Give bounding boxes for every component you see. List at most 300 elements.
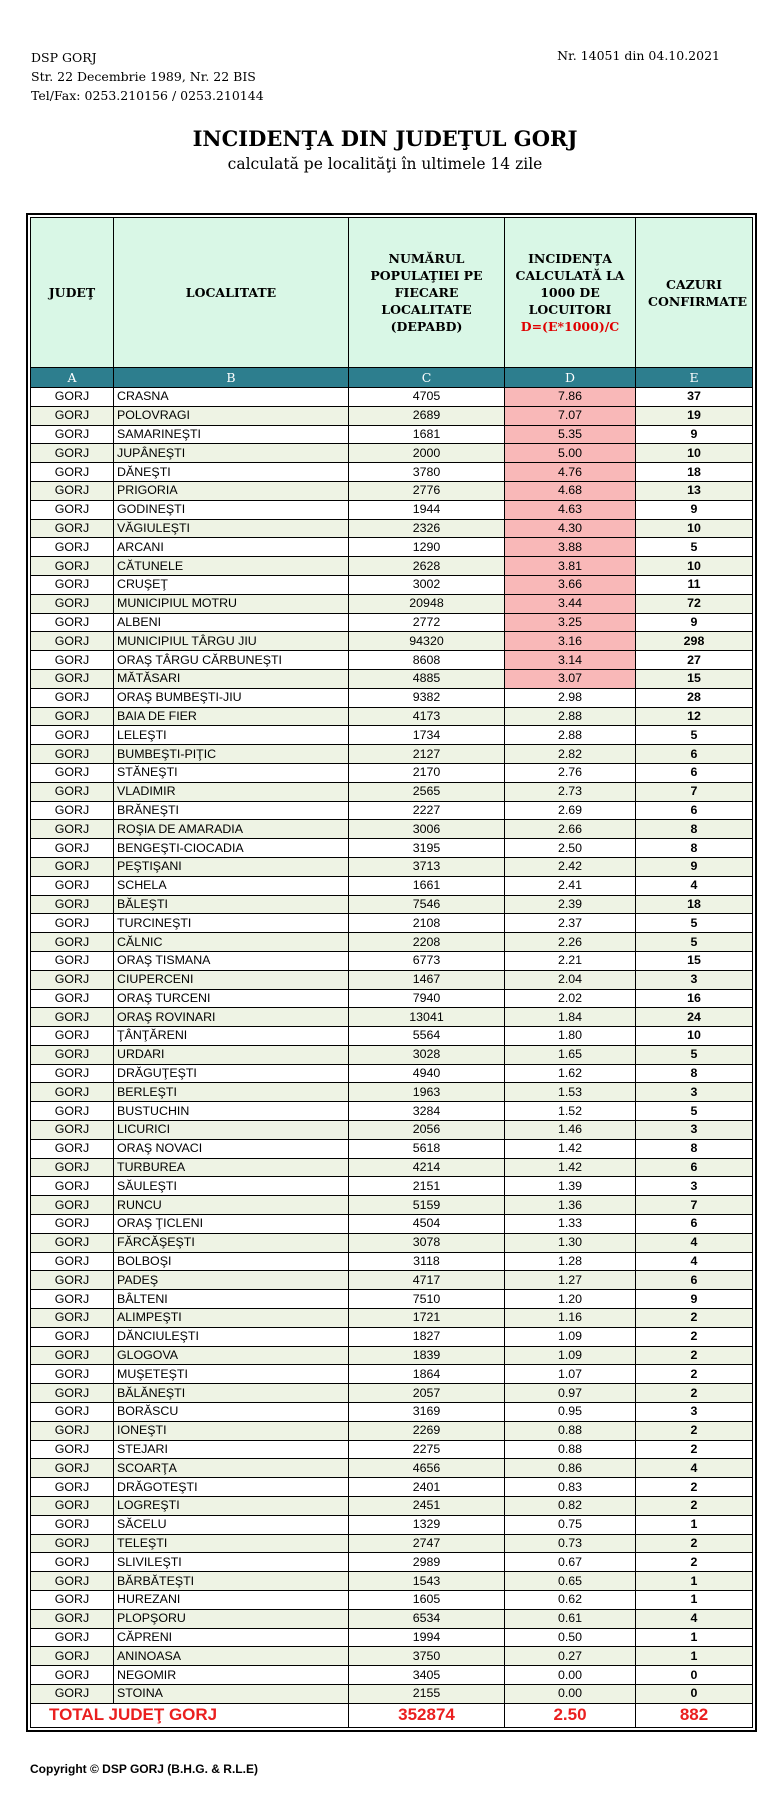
cell-incidenta: 0.83 (505, 1478, 636, 1497)
table-row (31, 1327, 753, 1346)
cell-populatie: 2151 (349, 1177, 505, 1196)
cell-judet: GORJ (31, 688, 114, 707)
cell-incidenta: 5.35 (505, 425, 636, 444)
total-incidenta: 2.50 (505, 1703, 636, 1727)
cell-cazuri: 5 (636, 914, 753, 933)
table-row (31, 1271, 753, 1290)
cell-populatie: 5618 (349, 1139, 505, 1158)
cell-populatie: 2565 (349, 782, 505, 801)
table-row (31, 857, 753, 876)
cell-incidenta: 1.84 (505, 1008, 636, 1027)
cell-incidenta: 2.73 (505, 782, 636, 801)
cell-populatie: 1605 (349, 1591, 505, 1610)
table-row (31, 1139, 753, 1158)
cell-incidenta: 2.88 (505, 726, 636, 745)
cell-judet: GORJ (31, 726, 114, 745)
cell-judet: GORJ (31, 1497, 114, 1516)
copyright-notice: Copyright © DSP GORJ (B.H.G. & R.L.E) (30, 1762, 258, 1776)
cell-populatie: 3002 (349, 575, 505, 594)
cell-incidenta: 0.86 (505, 1459, 636, 1478)
cell-localitate: BUSTUCHIN (114, 1102, 349, 1121)
cell-judet: GORJ (31, 763, 114, 782)
cell-localitate: SĂCELU (114, 1515, 349, 1534)
cell-localitate: CRASNA (114, 388, 349, 407)
cell-cazuri: 6 (636, 1158, 753, 1177)
cell-cazuri: 19 (636, 406, 753, 425)
cell-cazuri: 4 (636, 1459, 753, 1478)
cell-incidenta: 2.26 (505, 933, 636, 952)
col-header-judet: JUDEŢ (31, 218, 114, 368)
cell-cazuri: 5 (636, 933, 753, 952)
cell-incidenta: 1.42 (505, 1139, 636, 1158)
cell-incidenta: 1.52 (505, 1102, 636, 1121)
table-row (31, 1440, 753, 1459)
cell-localitate: BAIA DE FIER (114, 707, 349, 726)
cell-populatie: 2269 (349, 1421, 505, 1440)
cell-populatie: 2170 (349, 763, 505, 782)
table-row (31, 669, 753, 688)
cell-localitate: MUNICIPIUL TÂRGU JIU (114, 632, 349, 651)
col-header-populatie-text: NUMĂRUL POPULAŢIEI PE FIECARE LOCALITATE (DEPABD) (370, 251, 483, 334)
cell-incidenta: 0.67 (505, 1553, 636, 1572)
cell-localitate: LOGREŞTI (114, 1497, 349, 1516)
table-row (31, 1121, 753, 1140)
table-row (31, 1553, 753, 1572)
cell-judet: GORJ (31, 1008, 114, 1027)
cell-cazuri: 18 (636, 895, 753, 914)
cell-incidenta: 0.88 (505, 1440, 636, 1459)
cell-incidenta: 4.30 (505, 519, 636, 538)
cell-populatie: 2747 (349, 1534, 505, 1553)
cell-judet: GORJ (31, 632, 114, 651)
cell-incidenta: 2.37 (505, 914, 636, 933)
cell-populatie: 20948 (349, 594, 505, 613)
table-row (31, 651, 753, 670)
cell-incidenta: 2.42 (505, 857, 636, 876)
cell-judet: GORJ (31, 1459, 114, 1478)
cell-cazuri: 9 (636, 425, 753, 444)
cell-localitate: JUPÂNEŞTI (114, 444, 349, 463)
cell-incidenta: 2.04 (505, 970, 636, 989)
table-row (31, 1233, 753, 1252)
cell-incidenta: 2.88 (505, 707, 636, 726)
cell-cazuri: 6 (636, 1271, 753, 1290)
cell-localitate: NEGOMIR (114, 1666, 349, 1685)
cell-incidenta: 2.82 (505, 745, 636, 764)
cell-incidenta: 3.07 (505, 669, 636, 688)
cell-populatie: 2127 (349, 745, 505, 764)
cell-cazuri: 3 (636, 1083, 753, 1102)
table-row (31, 763, 753, 782)
cell-cazuri: 4 (636, 1252, 753, 1271)
cell-judet: GORJ (31, 1365, 114, 1384)
cell-cazuri: 1 (636, 1647, 753, 1666)
cell-judet: GORJ (31, 951, 114, 970)
cell-populatie: 4173 (349, 707, 505, 726)
cell-localitate: CRUŞEŢ (114, 575, 349, 594)
cell-populatie: 2057 (349, 1384, 505, 1403)
table-row (31, 1064, 753, 1083)
cell-localitate: SCOARŢA (114, 1459, 349, 1478)
table-row (31, 1252, 753, 1271)
cell-cazuri: 1 (636, 1515, 753, 1534)
cell-localitate: BĂLEŞTI (114, 895, 349, 914)
table-row (31, 876, 753, 895)
cell-judet: GORJ (31, 1083, 114, 1102)
table-row (31, 557, 753, 576)
cell-cazuri: 1 (636, 1628, 753, 1647)
cell-localitate: TELEŞTI (114, 1534, 349, 1553)
cell-incidenta: 2.39 (505, 895, 636, 914)
cell-populatie: 6773 (349, 951, 505, 970)
cell-cazuri: 27 (636, 651, 753, 670)
cell-judet: GORJ (31, 933, 114, 952)
cell-cazuri: 4 (636, 876, 753, 895)
cell-populatie: 3405 (349, 1666, 505, 1685)
table-row (31, 500, 753, 519)
cell-cazuri: 2 (636, 1440, 753, 1459)
cell-cazuri: 9 (636, 613, 753, 632)
cell-incidenta: 0.95 (505, 1403, 636, 1422)
cell-populatie: 1734 (349, 726, 505, 745)
cell-populatie: 6534 (349, 1609, 505, 1628)
cell-populatie: 2689 (349, 406, 505, 425)
cell-incidenta: 2.69 (505, 801, 636, 820)
cell-cazuri: 8 (636, 1064, 753, 1083)
table-row (31, 1666, 753, 1685)
cell-cazuri: 24 (636, 1008, 753, 1027)
cell-incidenta: 4.76 (505, 463, 636, 482)
cell-populatie: 3078 (349, 1233, 505, 1252)
cell-incidenta: 3.44 (505, 594, 636, 613)
cell-incidenta: 0.82 (505, 1497, 636, 1516)
cell-judet: GORJ (31, 1064, 114, 1083)
cell-judet: GORJ (31, 1478, 114, 1497)
cell-cazuri: 18 (636, 463, 753, 482)
cell-judet: GORJ (31, 1139, 114, 1158)
cell-judet: GORJ (31, 1233, 114, 1252)
cell-localitate: CIUPERCENI (114, 970, 349, 989)
cell-incidenta: 3.25 (505, 613, 636, 632)
cell-localitate: BÂLTENI (114, 1290, 349, 1309)
cell-judet: GORJ (31, 1403, 114, 1422)
org-name: DSP GORJ (31, 50, 97, 65)
cell-judet: GORJ (31, 500, 114, 519)
cell-judet: GORJ (31, 406, 114, 425)
cell-localitate: SAMARINEŞTI (114, 425, 349, 444)
cell-judet: GORJ (31, 1290, 114, 1309)
cell-cazuri: 10 (636, 444, 753, 463)
cell-localitate: HUREZANI (114, 1591, 349, 1610)
cell-incidenta: 3.81 (505, 557, 636, 576)
cell-localitate: POLOVRAGI (114, 406, 349, 425)
cell-cazuri: 0 (636, 1684, 753, 1703)
cell-judet: GORJ (31, 707, 114, 726)
cell-incidenta: 4.63 (505, 500, 636, 519)
cell-localitate: BOLBOŞI (114, 1252, 349, 1271)
table-row (31, 707, 753, 726)
table-row (31, 444, 753, 463)
cell-localitate: ORAŞ NOVACI (114, 1139, 349, 1158)
cell-judet: GORJ (31, 538, 114, 557)
table-row (31, 613, 753, 632)
cell-localitate: STOINA (114, 1684, 349, 1703)
cell-incidenta: 7.86 (505, 388, 636, 407)
table-row (31, 406, 753, 425)
cell-cazuri: 3 (636, 970, 753, 989)
table-row (31, 1027, 753, 1046)
cell-judet: GORJ (31, 613, 114, 632)
cell-cazuri: 2 (636, 1346, 753, 1365)
table-row (31, 1309, 753, 1328)
table-row (31, 1628, 753, 1647)
table-row (31, 519, 753, 538)
table-row (31, 1421, 753, 1440)
table-row (31, 1158, 753, 1177)
cell-judet: GORJ (31, 1271, 114, 1290)
cell-localitate: ORAŞ TÂRGU CĂRBUNEŞTI (114, 651, 349, 670)
cell-localitate: FĂRCĂŞEŞTI (114, 1233, 349, 1252)
cell-judet: GORJ (31, 745, 114, 764)
table-row (31, 839, 753, 858)
cell-localitate: LICURICI (114, 1121, 349, 1140)
cell-judet: GORJ (31, 1102, 114, 1121)
cell-judet: GORJ (31, 1121, 114, 1140)
cell-cazuri: 5 (636, 726, 753, 745)
cell-incidenta: 2.41 (505, 876, 636, 895)
cell-populatie: 1681 (349, 425, 505, 444)
cell-cazuri: 8 (636, 839, 753, 858)
cell-judet: GORJ (31, 1045, 114, 1064)
cell-localitate: ORAŞ BUMBEŞTI-JIU (114, 688, 349, 707)
cell-cazuri: 9 (636, 1290, 753, 1309)
cell-judet: GORJ (31, 388, 114, 407)
total-row (31, 1703, 753, 1727)
cell-localitate: GODINEŞTI (114, 500, 349, 519)
col-header-cazuri (636, 218, 753, 368)
cell-judet: GORJ (31, 575, 114, 594)
cell-judet: GORJ (31, 839, 114, 858)
cell-judet: GORJ (31, 1647, 114, 1666)
cell-populatie: 2401 (349, 1478, 505, 1497)
cell-localitate: ŢÂNŢĂRENI (114, 1027, 349, 1046)
cell-localitate: BĂLĂNEŞTI (114, 1384, 349, 1403)
cell-judet: GORJ (31, 1215, 114, 1234)
cell-judet: GORJ (31, 1628, 114, 1647)
cell-cazuri: 3 (636, 1121, 753, 1140)
table-row (31, 895, 753, 914)
cell-judet: GORJ (31, 1384, 114, 1403)
cell-populatie: 5159 (349, 1196, 505, 1215)
cell-localitate: VLADIMIR (114, 782, 349, 801)
cell-incidenta: 1.39 (505, 1177, 636, 1196)
cell-populatie: 2155 (349, 1684, 505, 1703)
table-row (31, 1478, 753, 1497)
cell-incidenta: 1.20 (505, 1290, 636, 1309)
cell-incidenta: 0.62 (505, 1591, 636, 1610)
cell-cazuri: 6 (636, 745, 753, 764)
cell-localitate: MUNICIPIUL MOTRU (114, 594, 349, 613)
cell-judet: GORJ (31, 481, 114, 500)
cell-populatie: 1944 (349, 500, 505, 519)
cell-incidenta: 1.09 (505, 1327, 636, 1346)
cell-localitate: MUŞETEŞTI (114, 1365, 349, 1384)
cell-incidenta: 1.42 (505, 1158, 636, 1177)
cell-judet: GORJ (31, 444, 114, 463)
cell-populatie: 1329 (349, 1515, 505, 1534)
cell-cazuri: 10 (636, 519, 753, 538)
table-row (31, 575, 753, 594)
cell-incidenta: 1.27 (505, 1271, 636, 1290)
cell-cazuri: 8 (636, 820, 753, 839)
cell-cazuri: 4 (636, 1233, 753, 1252)
cell-incidenta: 3.88 (505, 538, 636, 557)
cell-incidenta: 1.65 (505, 1045, 636, 1064)
cell-incidenta: 0.97 (505, 1384, 636, 1403)
cell-localitate: BORĂSCU (114, 1403, 349, 1422)
cell-localitate: CĂLNIC (114, 933, 349, 952)
cell-judet: GORJ (31, 820, 114, 839)
cell-judet: GORJ (31, 1027, 114, 1046)
table-row (31, 1008, 753, 1027)
cell-cazuri: 4 (636, 1609, 753, 1628)
cell-judet: GORJ (31, 463, 114, 482)
cell-localitate: ANINOASA (114, 1647, 349, 1666)
cell-judet: GORJ (31, 1327, 114, 1346)
cell-localitate: ORAŞ TURCENI (114, 989, 349, 1008)
cell-incidenta: 2.66 (505, 820, 636, 839)
cell-populatie: 4705 (349, 388, 505, 407)
cell-populatie: 4940 (349, 1064, 505, 1083)
table-row (31, 801, 753, 820)
table-row (31, 989, 753, 1008)
table-row (31, 1384, 753, 1403)
cell-populatie: 1543 (349, 1572, 505, 1591)
total-cazuri: 882 (636, 1703, 753, 1727)
cell-cazuri: 15 (636, 669, 753, 688)
cell-populatie: 2275 (349, 1440, 505, 1459)
cell-populatie: 4717 (349, 1271, 505, 1290)
cell-localitate: GLOGOVA (114, 1346, 349, 1365)
cell-populatie: 2227 (349, 801, 505, 820)
table-row (31, 1534, 753, 1553)
cell-populatie: 1467 (349, 970, 505, 989)
cell-cazuri: 5 (636, 1102, 753, 1121)
cell-cazuri: 6 (636, 763, 753, 782)
cell-localitate: PADEŞ (114, 1271, 349, 1290)
table-row (31, 782, 753, 801)
org-address: Str. 22 Decembrie 1989, Nr. 22 BIS (31, 69, 256, 84)
cell-judet: GORJ (31, 1534, 114, 1553)
cell-judet: GORJ (31, 557, 114, 576)
cell-judet: GORJ (31, 970, 114, 989)
cell-localitate: MĂTĂSARI (114, 669, 349, 688)
table-row (31, 933, 753, 952)
cell-judet: GORJ (31, 1684, 114, 1703)
cell-incidenta: 1.80 (505, 1027, 636, 1046)
incidence-table (30, 217, 753, 1728)
table-row (31, 1346, 753, 1365)
cell-localitate: PLOPŞORU (114, 1609, 349, 1628)
cell-cazuri: 10 (636, 1027, 753, 1046)
cell-cazuri: 8 (636, 1139, 753, 1158)
cell-populatie: 13041 (349, 1008, 505, 1027)
cell-cazuri: 6 (636, 801, 753, 820)
column-letter: B (114, 368, 349, 388)
cell-localitate: SLIVILEŞTI (114, 1553, 349, 1572)
cell-populatie: 2108 (349, 914, 505, 933)
cell-populatie: 1661 (349, 876, 505, 895)
cell-populatie: 3713 (349, 857, 505, 876)
cell-populatie: 94320 (349, 632, 505, 651)
cell-populatie: 2326 (349, 519, 505, 538)
cell-populatie: 1864 (349, 1365, 505, 1384)
cell-incidenta: 2.02 (505, 989, 636, 1008)
cell-judet: GORJ (31, 1421, 114, 1440)
cell-populatie: 4885 (349, 669, 505, 688)
cell-incidenta: 0.75 (505, 1515, 636, 1534)
cell-cazuri: 13 (636, 481, 753, 500)
table-row (31, 1572, 753, 1591)
col-header-incidenta-text: INCIDENŢA CALCULATĂ LA 1000 DE LOCUITORI (515, 251, 625, 317)
cell-judet: GORJ (31, 895, 114, 914)
cell-localitate: STEJARI (114, 1440, 349, 1459)
cell-cazuri: 3 (636, 1177, 753, 1196)
cell-incidenta: 0.00 (505, 1666, 636, 1685)
cell-localitate: ALIMPEŞTI (114, 1309, 349, 1328)
table-header-row (31, 218, 753, 368)
cell-cazuri: 37 (636, 388, 753, 407)
cell-populatie: 3284 (349, 1102, 505, 1121)
cell-populatie: 2208 (349, 933, 505, 952)
cell-judet: GORJ (31, 651, 114, 670)
cell-populatie: 2772 (349, 613, 505, 632)
cell-incidenta: 7.07 (505, 406, 636, 425)
cell-populatie: 2776 (349, 481, 505, 500)
cell-populatie: 2451 (349, 1497, 505, 1516)
table-row (31, 745, 753, 764)
cell-cazuri: 5 (636, 1045, 753, 1064)
cell-incidenta: 0.73 (505, 1534, 636, 1553)
cell-judet: GORJ (31, 1177, 114, 1196)
cell-cazuri: 1 (636, 1591, 753, 1610)
cell-populatie: 3006 (349, 820, 505, 839)
column-letters-row (31, 368, 753, 388)
cell-localitate: VĂGIULEŞTI (114, 519, 349, 538)
cell-judet: GORJ (31, 782, 114, 801)
table-row (31, 820, 753, 839)
cell-incidenta: 0.61 (505, 1609, 636, 1628)
cell-judet: GORJ (31, 989, 114, 1008)
cell-localitate: IONEŞTI (114, 1421, 349, 1440)
cell-incidenta: 1.30 (505, 1233, 636, 1252)
cell-incidenta: 1.53 (505, 1083, 636, 1102)
table-row (31, 688, 753, 707)
cell-judet: GORJ (31, 1591, 114, 1610)
col-header-populatie (349, 218, 505, 368)
column-letter: D (505, 368, 636, 388)
cell-populatie: 5564 (349, 1027, 505, 1046)
cell-localitate: DRĂGUŢEŞTI (114, 1064, 349, 1083)
table-row (31, 951, 753, 970)
table-row (31, 1684, 753, 1703)
cell-localitate: ORAŞ TISMANA (114, 951, 349, 970)
column-letter: A (31, 368, 114, 388)
table-row (31, 1647, 753, 1666)
cell-incidenta: 0.00 (505, 1684, 636, 1703)
table-body (31, 388, 753, 1704)
cell-judet: GORJ (31, 1346, 114, 1365)
